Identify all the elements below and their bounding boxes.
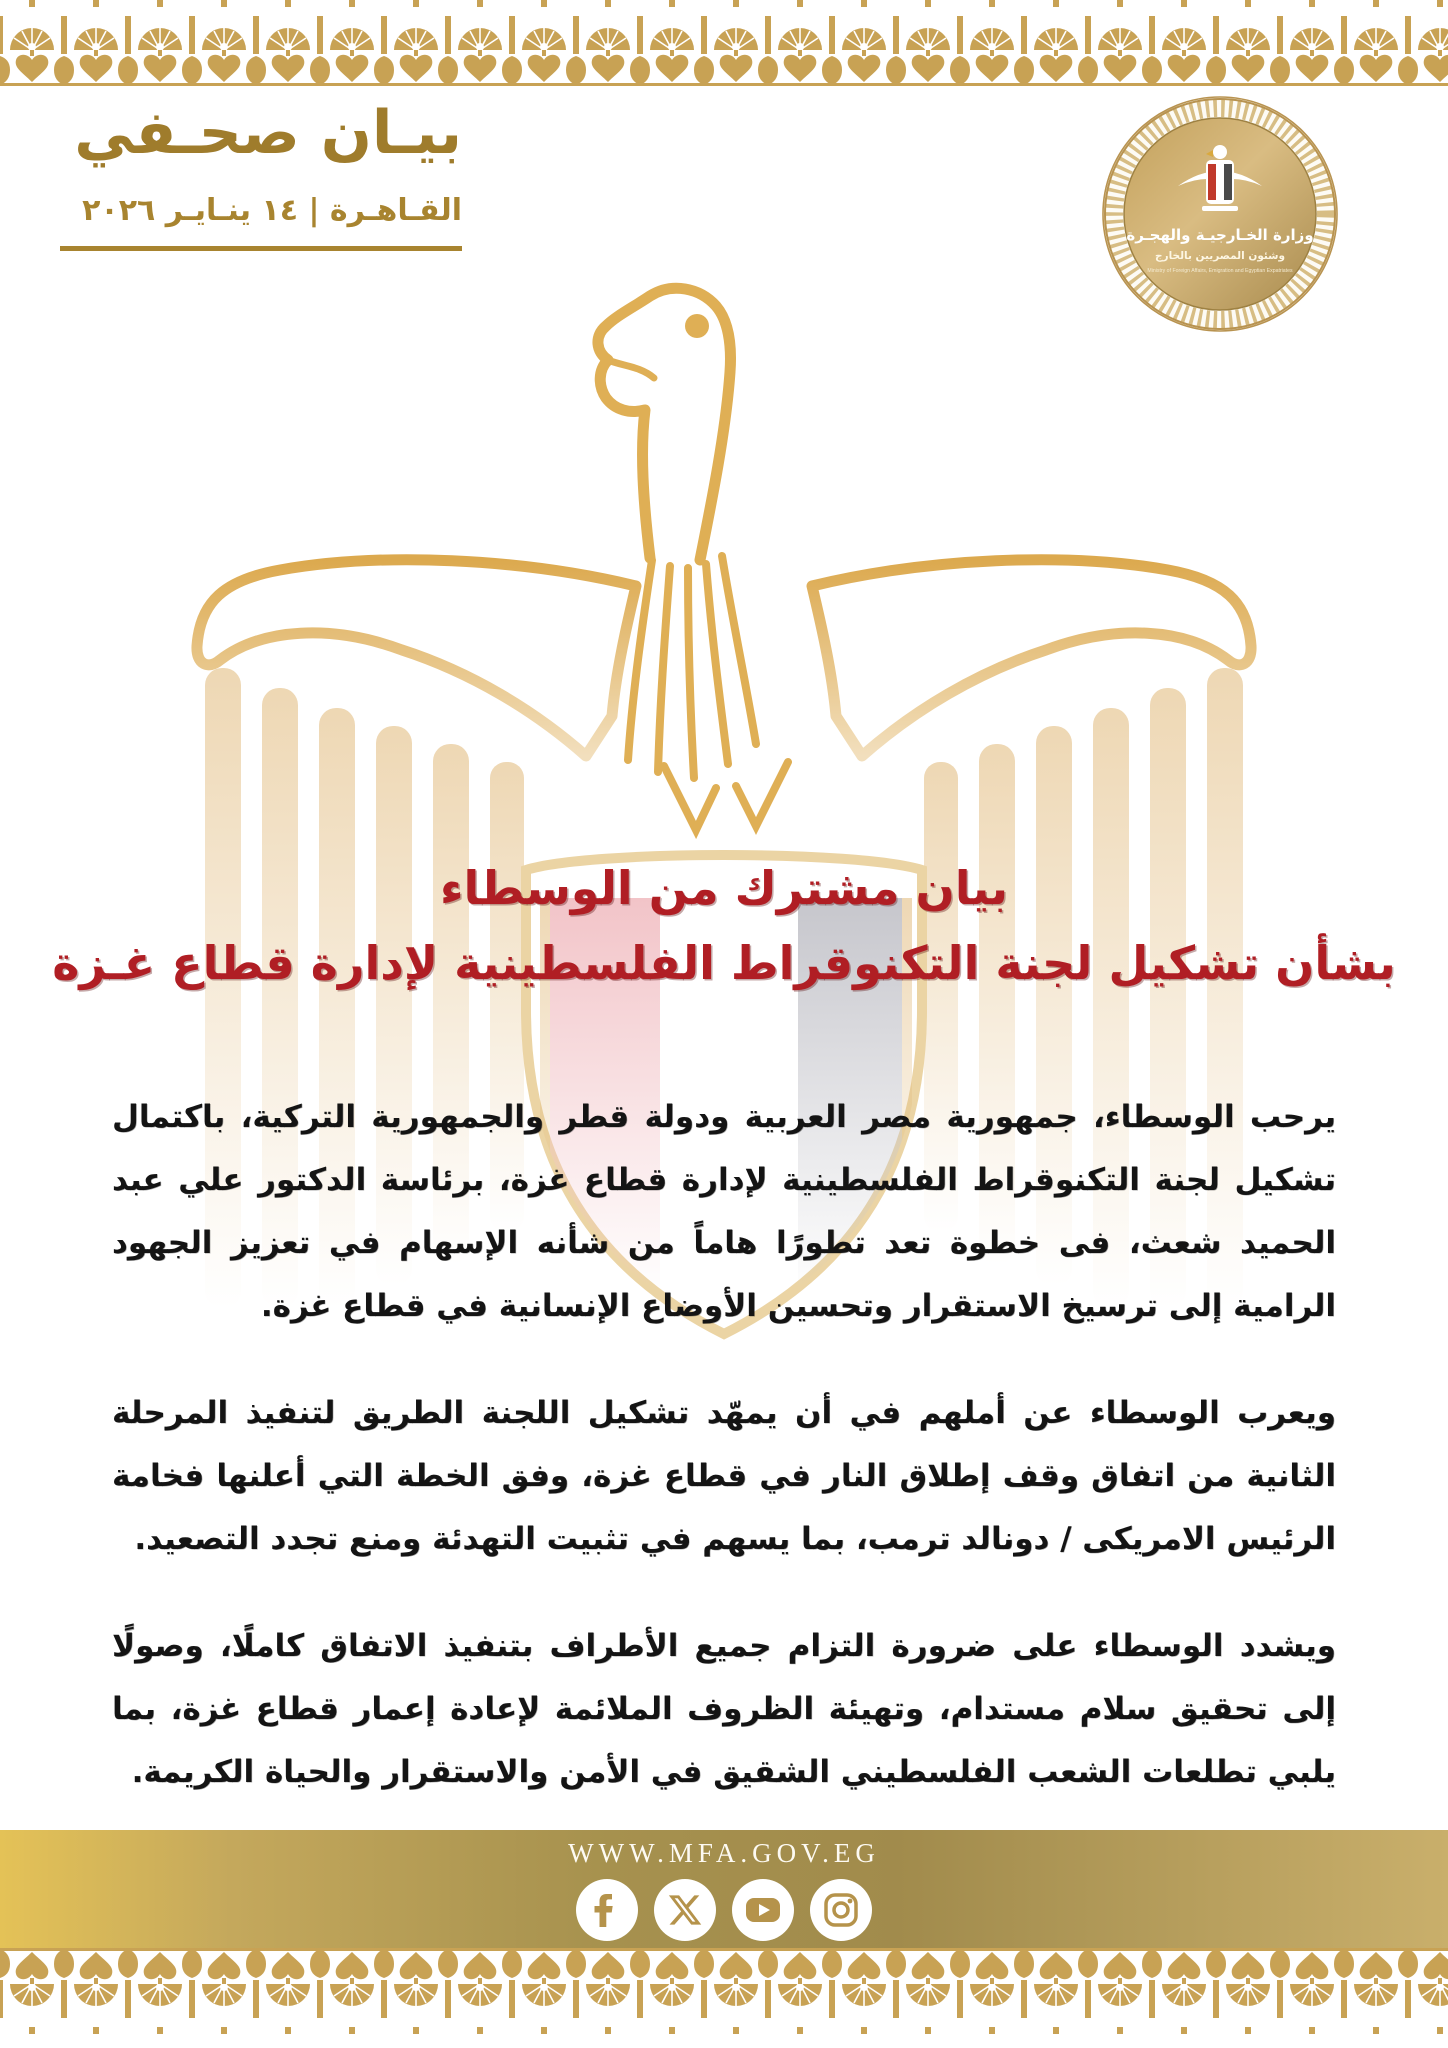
gold-divider-rule (60, 246, 462, 251)
eagle-head (598, 288, 788, 830)
instagram-icon[interactable] (810, 1879, 872, 1941)
paragraph-1: يرحب الوسطاء، جمهورية مصر العربية ودولة قطر والجمهورية التركية، باكتمال تشكيل لجنة التكنوقراط الفلسطينية لإدارة قطاع غزة، برئاسة الدكتور علي عبد الحميد شعث، فى خطوة تعد تطورًا هاماً من شأنه الإسهام في تعزيز الجهود الرامية إلى ترسيخ الاستقرار وتحسين الأوضاع الإنسانية في قطاع غزة. (112, 1099, 1336, 1324)
paragraph-2: ويعرب الوسطاء عن أملهم في أن يمهّد تشكيل اللجنة الطريق لتنفيذ المرحلة الثانية من اتفاق وقف إطلاق النار في قطاع غزة، وفق الخطة التي أعلنها فخامة الرئيس الامريكى / دونالد ترمب، بما يسهم في تثبيت التهدئة ومنع تجدد التصعيد. (112, 1395, 1336, 1557)
youtube-icon[interactable] (732, 1879, 794, 1941)
egyptian-ornament-border-top (0, 0, 1448, 86)
header-block (60, 96, 462, 251)
seal-ministry-subtitle: وشئون المصريين بالخارج (1154, 250, 1286, 262)
facebook-icon[interactable] (576, 1879, 638, 1941)
seal-ministry-name-en: Ministry of Foreign Affairs, Emigration and Egyptian Expatriates (1147, 268, 1293, 274)
press-statement-heading: بيـان صحـفي (74, 98, 462, 168)
x-twitter-icon[interactable] (654, 1879, 716, 1941)
egyptian-ornament-border-bottom (0, 1948, 1448, 2034)
ministry-seal (1100, 94, 1340, 334)
statement-title-line1: بيان مشترك من الوسطاء (439, 861, 1009, 915)
statement-title-line2: بشأن تشكيل لجنة التكنوقراط الفلسطينية لإدارة قطاع غـزة (52, 936, 1396, 990)
statement-title (0, 852, 1448, 1002)
paragraph-3: ويشدد الوسطاء على ضرورة التزام جميع الأطراف بتنفيذ الاتفاق كاملًا، وصولًا إلى تحقيق سلام مستدام، وتهيئة الظروف الملائمة لإعادة إعمار قطاع غزة، بما يلبي تطلعات الشعب الفلسطيني الشقيق في الأمن والاستقرار والحياة الكريمة. (112, 1628, 1336, 1790)
social-icons-row (576, 1879, 872, 1941)
dateline: القـاهـرة | ١٤ ينـايـر ٢٠٢٦ (82, 193, 462, 228)
website-url[interactable]: WWW.MFA.GOV.EG (568, 1837, 880, 1868)
statement-body (112, 1086, 1336, 1848)
seal-ministry-name: وزارة الخـارجيـة والهجـرة (1126, 226, 1314, 244)
